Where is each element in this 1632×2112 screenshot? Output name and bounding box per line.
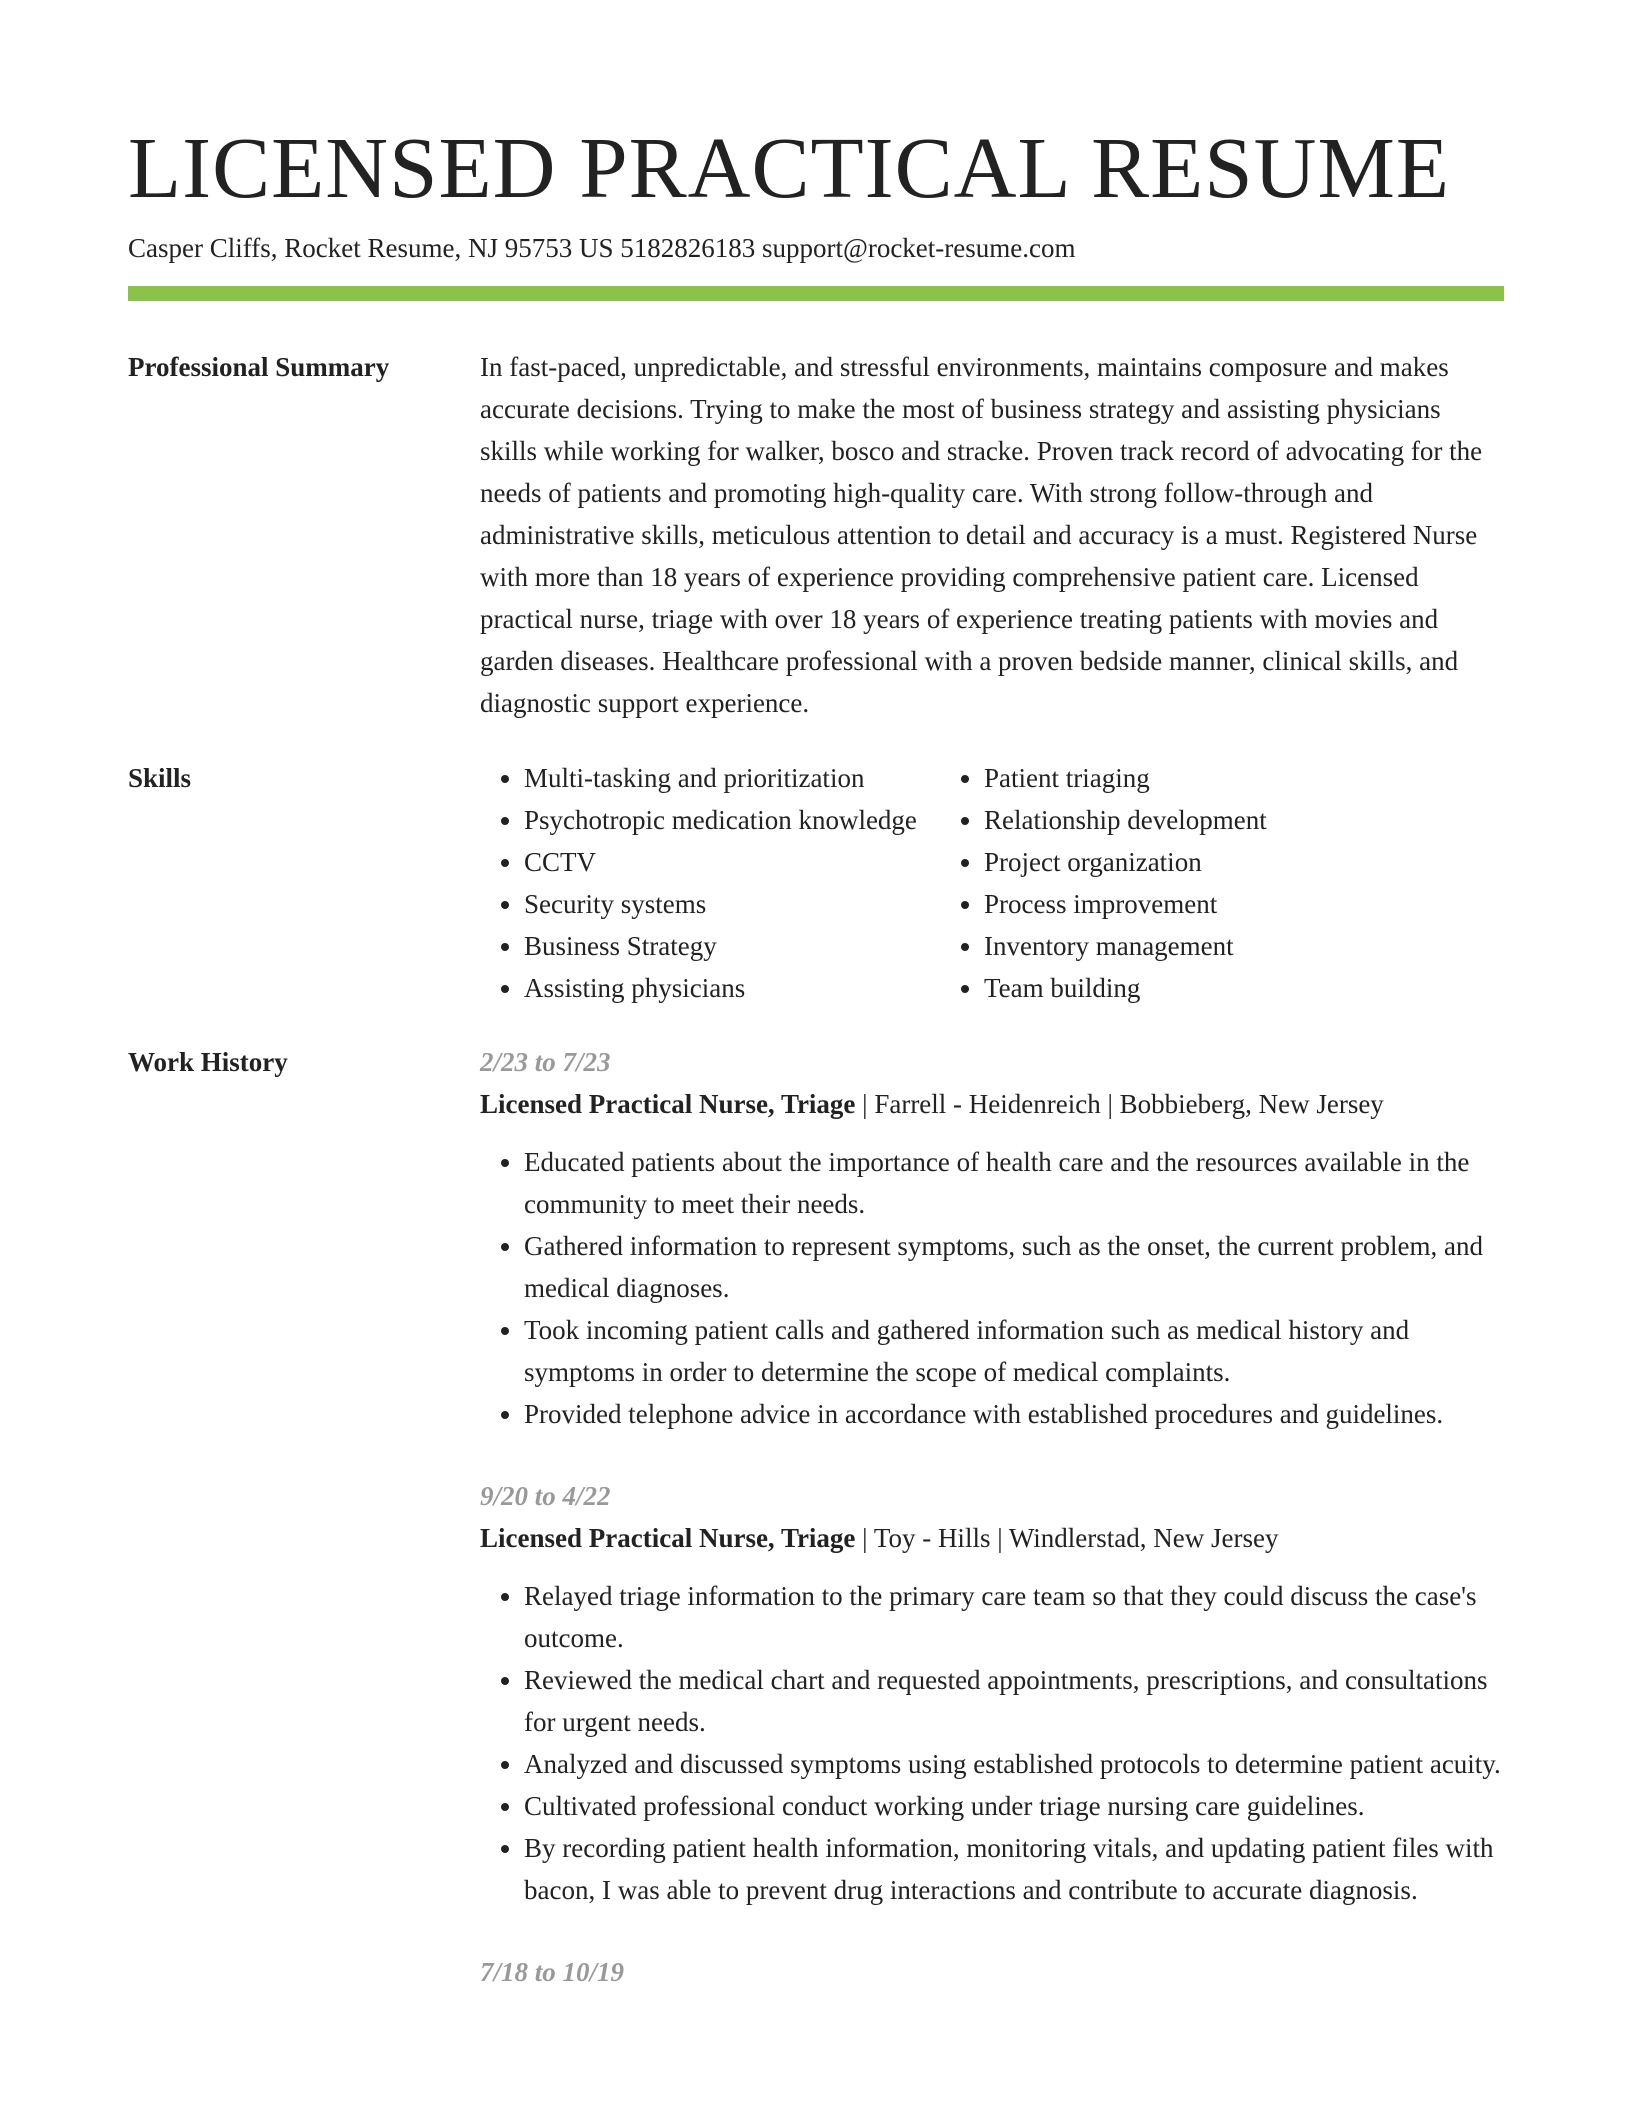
job-entry — [480, 1041, 1504, 1435]
skill-item: • Assisting physicians — [524, 967, 940, 1009]
skill-item: • Inventory management — [984, 925, 1500, 967]
job-bullet: • Cultivated professional conduct working under triage nursing care guidelines. — [524, 1785, 1504, 1827]
job-entry — [480, 1951, 1504, 1993]
work-history-label: Work History — [128, 1047, 288, 1077]
job-date: 7/18 to 10/19 — [480, 1957, 625, 1987]
skills-list-right — [940, 757, 1500, 1009]
job-heading — [480, 1083, 1504, 1125]
skill-item: • CCTV — [524, 841, 940, 883]
job-bullet: • Took incoming patient calls and gathered information such as medical history and symptoms in order to determine the scope of medical complaints. — [524, 1309, 1504, 1393]
job-bullet: • Educated patients about the importance of health care and the resources available in the community to meet their needs. — [524, 1141, 1504, 1225]
job-bullet: • By recording patient health information, monitoring vitals, and updating patient files with bacon, I was able to prevent drug interactions and contribute to accurate diagnosis. — [524, 1827, 1504, 1911]
summary-body — [480, 346, 1504, 724]
accent-divider — [128, 286, 1504, 301]
skill-item: • Psychotropic medication knowledge — [524, 799, 940, 841]
summary-label: Professional Summary — [128, 352, 390, 382]
job-bullet: • Reviewed the medical chart and requested appointments, prescriptions, and consultations for urgent needs. — [524, 1659, 1504, 1743]
job-bullet-list — [480, 1575, 1504, 1911]
job-bullet-list — [480, 1141, 1504, 1435]
contact-line: Casper Cliffs, Rocket Resume, NJ 95753 US 5182826183 support@rocket-resume.com — [128, 233, 1076, 263]
job-date: 2/23 to 7/23 — [480, 1047, 611, 1077]
skill-item: • Business Strategy — [524, 925, 940, 967]
job-title: Licensed Practical Nurse, Triage — [480, 1089, 856, 1119]
job-bullet: • Relayed triage information to the primary care team so that they could discuss the case's outcome. — [524, 1575, 1504, 1659]
skill-item: • Multi-tasking and prioritization — [524, 757, 940, 799]
skill-item: • Team building — [984, 967, 1500, 1009]
skills-label: Skills — [128, 763, 192, 793]
work-history-body — [480, 1041, 1504, 2033]
job-heading — [480, 1517, 1504, 1559]
skill-item: • Project organization — [984, 841, 1500, 883]
skills-grid — [480, 757, 1504, 1009]
summary-text: In fast-paced, unpredictable, and stressful environments, maintains composure and makes accurate decisions. Trying to make the most of business strategy and assisting physicians skills while working for walker, bosco and stracke. Proven track record of advocating for the needs of patients and promoting high-quality care. With strong follow-through and administrative skills, meticulous attention to detail and accuracy is a must. Registered Nurse with more than 18 years of experience providing comprehensive patient care. Licensed practical nurse, triage with over 18 years of experience treating patients with movies and garden diseases. Healthcare professional with a proven bedside manner, clinical skills, and diagnostic support experience. — [480, 352, 1483, 718]
resume-title: LICENSED PRACTICAL RESUME — [128, 119, 1451, 216]
job-employer-location: | Farrell - Heidenreich | Bobbieberg, New Jersey — [855, 1089, 1384, 1119]
skill-item: • Patient triaging — [984, 757, 1500, 799]
job-bullet: • Provided telephone advice in accordance with established procedures and guidelines. — [524, 1393, 1504, 1435]
job-date: 9/20 to 4/22 — [480, 1481, 611, 1511]
job-title: Licensed Practical Nurse, Triage — [480, 1523, 856, 1553]
skill-item: • Process improvement — [984, 883, 1500, 925]
job-bullet: • Gathered information to represent symptoms, such as the onset, the current problem, and medical diagnoses. — [524, 1225, 1504, 1309]
job-entry — [480, 1475, 1504, 1911]
job-employer-location: | Toy - Hills | Windlerstad, New Jersey — [855, 1523, 1279, 1553]
skill-item: • Security systems — [524, 883, 940, 925]
skills-list-left — [480, 757, 940, 1009]
skill-item: • Relationship development — [984, 799, 1500, 841]
job-bullet: • Analyzed and discussed symptoms using established protocols to determine patient acuity. — [524, 1743, 1504, 1785]
